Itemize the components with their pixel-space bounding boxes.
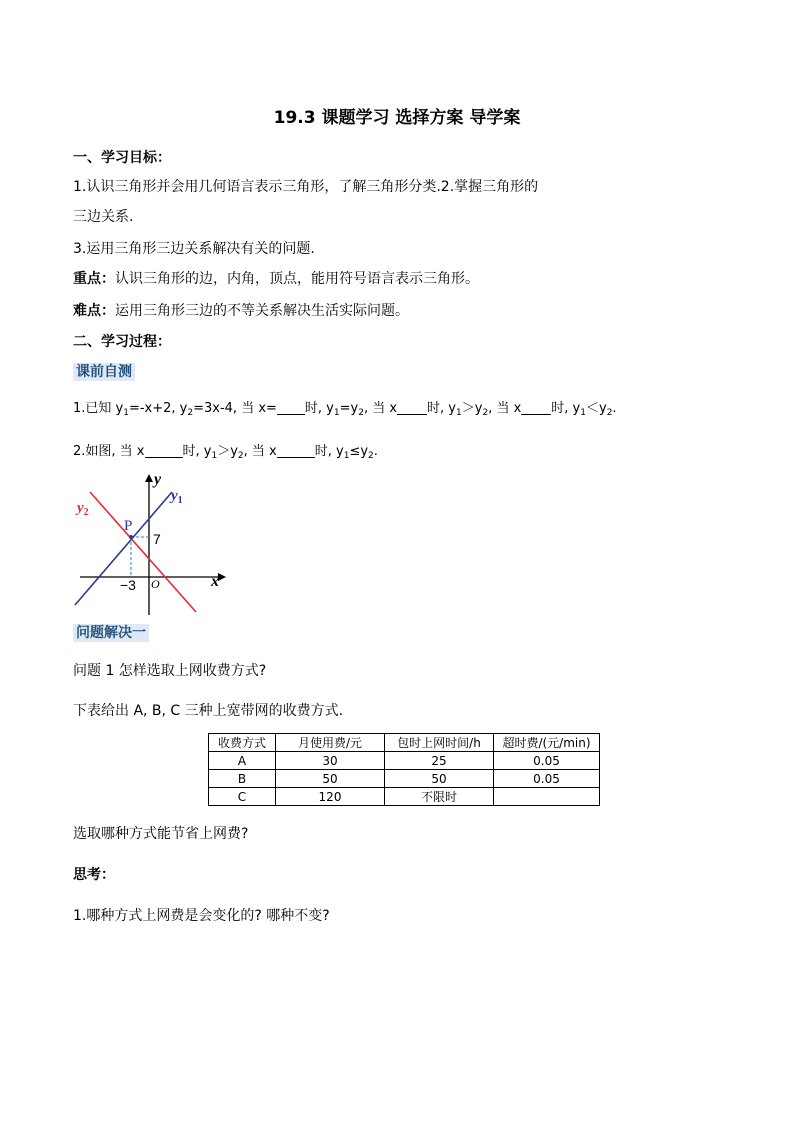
y2-label-sub: 2: [83, 507, 89, 518]
q2-sub: 2: [368, 451, 374, 461]
q2-sub: 2: [237, 451, 244, 461]
tag-problem: 问题解决一: [73, 624, 149, 642]
table-cell: A: [209, 752, 276, 770]
q2-sub: 1: [343, 451, 350, 461]
table-row: [209, 752, 600, 770]
q1-text: =y: [339, 401, 359, 416]
answer-blank[interactable]: [145, 443, 183, 458]
table-cell: 50: [276, 770, 385, 788]
key-text: 认识三角形的边，内角，顶点，能用符号语言表示三角形。: [115, 271, 479, 287]
answer-blank[interactable]: [397, 400, 427, 415]
table-cell: 120: [276, 788, 385, 806]
y1-label-text: y: [171, 488, 178, 504]
problem-1: 问题 1 怎样选取上网收费方式?: [73, 663, 267, 679]
q1-text: 时, y: [427, 401, 457, 416]
q1-text: 时, y: [304, 401, 334, 416]
table-cell: 50: [385, 770, 494, 788]
q1-sub: 2: [482, 408, 489, 418]
section-heading-goals: 一、学习目标：: [73, 150, 171, 166]
x-value-label: −3: [120, 577, 136, 593]
y2-label-text: y: [77, 500, 84, 516]
y2-label: [75, 500, 89, 518]
q1-sub: 2: [358, 408, 364, 418]
q2-text: ≤y: [349, 444, 369, 459]
think-label: 思考：: [73, 867, 115, 883]
q2-text: 时, y: [182, 444, 212, 459]
q2-text: .: [373, 444, 378, 459]
q1-text: 时, y: [551, 401, 581, 416]
difficulty-text: 运用三角形三边的不等关系解决生活实际问题。: [115, 303, 409, 319]
q1-text: , 当 x: [363, 401, 398, 416]
q1-sub: 1: [580, 408, 586, 418]
table-header-row: [209, 734, 600, 752]
table-header: 超时费/(元/min): [494, 734, 600, 752]
table-cell: 0.05: [494, 770, 600, 788]
q1-sub: 1: [123, 408, 129, 418]
table-header: 收费方式: [209, 734, 276, 752]
think-1: 1.哪种方式上网费是会变化的? 哪种不变?: [73, 908, 330, 924]
line-y2: [90, 492, 196, 612]
x-axis-arrow: [218, 573, 226, 581]
table-row: [209, 770, 600, 788]
origin-label: O: [151, 577, 160, 591]
q1-text: =3x-4, 当 x=: [193, 401, 277, 416]
answer-blank[interactable]: [277, 443, 315, 458]
tag-problem-wrap: [73, 622, 149, 642]
answer-blank[interactable]: [277, 400, 305, 415]
q1-text: 1.已知 y: [73, 401, 124, 416]
table-intro: 下表给出 A, B, C 三种上宽带网的收费方式.: [73, 703, 344, 719]
intersection-point: [129, 535, 133, 539]
question-1: [73, 397, 617, 418]
x-axis-label: x: [211, 573, 219, 590]
tag-pretest: 课前自测: [73, 363, 135, 381]
q1-text: .: [612, 401, 617, 416]
table-header: 包时上网时间/h: [385, 734, 494, 752]
table-cell: B: [209, 770, 276, 788]
table-cell: [494, 788, 600, 806]
goal-3: 3.运用三角形三边关系解决有关的问题.: [73, 241, 315, 257]
y-axis-label: y: [154, 471, 162, 488]
q1-text: ＜y: [585, 401, 607, 416]
section-heading-process: 二、学习过程：: [73, 334, 171, 350]
y1-label-sub: 1: [177, 495, 183, 506]
y-value-label: 7: [153, 531, 161, 547]
y-axis-arrow: [145, 474, 153, 482]
table-cell: 0.05: [494, 752, 600, 770]
q1-sub: 1: [333, 408, 340, 418]
key-label: 重点：: [73, 271, 115, 287]
table-cell: 30: [276, 752, 385, 770]
question-2: [73, 440, 378, 461]
q1-sub: 2: [606, 408, 613, 418]
q2-text: 时, y: [314, 444, 344, 459]
goal-1-continued: 三边关系.: [73, 209, 134, 225]
table-header: 月使用费/元: [276, 734, 385, 752]
difficulty-point: [73, 300, 409, 320]
q1-sub: 1: [456, 408, 462, 418]
q1-sub: 2: [187, 408, 194, 418]
point-label: P: [124, 518, 133, 534]
tag-pretest-wrap: [73, 361, 135, 381]
q2-text: 2.如图, 当 x: [73, 444, 145, 459]
q2-text: , 当 x: [243, 444, 277, 459]
key-point: [73, 268, 479, 288]
q1-text: ＞y: [461, 401, 483, 416]
q1-text: =-x+2, y: [128, 401, 188, 416]
y1-label: [169, 488, 183, 506]
difficulty-label: 难点：: [73, 303, 115, 319]
table-cell: 不限时: [385, 788, 494, 806]
question-save: 选取哪种方式能节省上网费?: [73, 826, 249, 842]
q1-text: , 当 x: [488, 401, 522, 416]
linear-graph: [70, 470, 240, 620]
q2-text: ＞y: [217, 444, 238, 459]
table-cell: 25: [385, 752, 494, 770]
table-cell: C: [209, 788, 276, 806]
goal-1: 1.认识三角形并会用几何语言表示三角形，了解三角形分类.2.掌握三角形的: [73, 179, 539, 195]
q2-sub: 1: [211, 451, 218, 461]
answer-blank[interactable]: [521, 400, 551, 415]
fee-table: [208, 733, 600, 806]
page-title: 19.3 课题学习 选择方案 导学案: [273, 108, 521, 128]
table-row: [209, 788, 600, 806]
